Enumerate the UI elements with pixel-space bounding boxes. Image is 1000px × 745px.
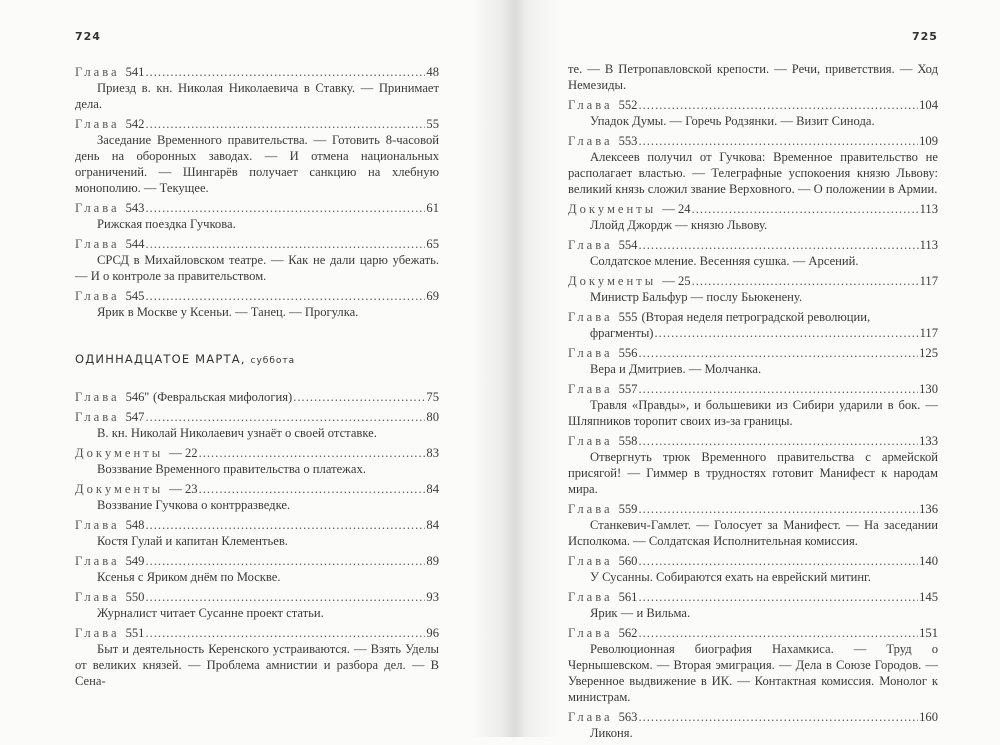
continuation-text: [568, 61, 938, 93]
entry-label: Глава: [75, 289, 120, 303]
toc-entry: [75, 409, 439, 441]
entry-page: 145: [919, 590, 938, 604]
entry-description: Станкевич-Гамлет. — Голосует за Манифест. — На заседании Исполкома. — Солдатская Исполнительная комиссия.: [568, 518, 938, 548]
entry-label: Глава: [75, 518, 120, 532]
entry-label: Документы: [568, 202, 657, 216]
leader-dots: [638, 433, 918, 449]
entry-label: Глава: [75, 237, 120, 251]
entry-description: Воззвание Гучкова о контрразведке.: [97, 498, 291, 512]
entry-description: Травля «Правды», и большевики из Сибири ударили в бок. — Шляпников торопит своих из-за границы.: [568, 398, 938, 428]
toc-entry: [568, 201, 938, 233]
entry-number: 542: [125, 117, 145, 131]
entry-label: Глава: [568, 382, 613, 396]
entry-page: 48: [426, 65, 439, 79]
entry-label: Глава: [568, 590, 613, 604]
entry-label: Глава: [75, 590, 120, 604]
entry-page: 125: [919, 346, 938, 360]
entry-page: 75: [426, 390, 439, 404]
entry-number: 561: [618, 590, 638, 604]
entry-description: Ллойд Джордж — князю Львову.: [590, 218, 768, 232]
entry-description: Солдатское мление. Весенняя сушка. — Арсений.: [590, 254, 859, 268]
toc-list-top: [75, 64, 439, 324]
entry-description: Министр Бальфур — послу Бьюкенену.: [590, 290, 803, 304]
entry-number: — 25: [662, 274, 691, 288]
entry-page: 113: [919, 202, 938, 216]
leader-dots: [692, 273, 919, 289]
entry-description: Ярик в Москве у Ксеньи. — Танец. — Прогулка.: [97, 305, 359, 319]
entry-subtitle: (Вторая неделя петроградской революции,: [641, 310, 871, 324]
entry-number: 551: [125, 626, 145, 640]
entry-number: 559: [618, 502, 638, 516]
entry-page: 65: [426, 237, 439, 251]
toc-entry: [75, 200, 439, 232]
entry-label: Глава: [568, 346, 613, 360]
leader-dots: [638, 501, 918, 517]
entry-page: 61: [426, 201, 439, 215]
entry-number: — 24: [662, 202, 691, 216]
leader-dots: [199, 481, 426, 497]
entry-number: 560: [618, 554, 638, 568]
section-heading: [75, 352, 295, 366]
entry-label: Документы: [568, 274, 657, 288]
entry-label: Глава: [75, 410, 120, 424]
toc-entry: [568, 625, 938, 705]
leader-dots: [145, 517, 425, 533]
entry-label: Глава: [75, 554, 120, 568]
leader-dots: [638, 381, 918, 397]
entry-number: 548: [125, 518, 145, 532]
entry-number: 555: [618, 310, 638, 324]
entry-description: Вера и Дмитриев. — Молчанка.: [590, 362, 762, 376]
toc-entry: [568, 433, 938, 497]
entry-label: Глава: [568, 134, 613, 148]
entry-label: Глава: [568, 238, 613, 252]
leader-dots: [145, 589, 425, 605]
entry-page: 117: [919, 326, 938, 340]
entry-label: Глава: [568, 502, 613, 516]
entry-label: Глава: [568, 434, 613, 448]
entry-page: 130: [919, 382, 938, 396]
entry-description: Рижская поездка Гучкова.: [97, 217, 236, 231]
entry-label: Глава: [568, 554, 613, 568]
entry-number: 553: [618, 134, 638, 148]
toc-entry: [75, 625, 439, 689]
entry-page: 84: [426, 482, 439, 496]
entry-page: 55: [426, 117, 439, 131]
entry-number: 544: [125, 237, 145, 251]
continuation-description: те. — В Петропавловской крепости. — Речи, приветствия. — Ход Немезиды.: [568, 62, 938, 92]
page-number: 724: [75, 30, 101, 43]
entry-description: Ярик — и Вильма.: [590, 606, 691, 620]
toc-entry: [75, 64, 439, 112]
leader-dots: [199, 445, 426, 461]
leader-dots: [692, 201, 919, 217]
leader-dots: [638, 97, 918, 113]
entry-description: Воззвание Временного правительства о платежах.: [97, 462, 366, 476]
toc-entry: [75, 389, 439, 405]
toc-entry: [568, 381, 938, 429]
entry-number: 552: [618, 98, 638, 112]
toc-entry: [568, 553, 938, 585]
entry-description: Отвергнуть трюк Временного правительства с армейской присягой! — Гиммер в трудностях готовит Манифест к народам мира.: [568, 450, 938, 496]
entry-label: Глава: [75, 117, 120, 131]
toc-list: [568, 61, 938, 745]
entry-page: 89: [426, 554, 439, 568]
entry-page: 93: [426, 590, 439, 604]
toc-entry: [568, 133, 938, 197]
toc-entry: [75, 236, 439, 284]
entry-label: Глава: [75, 626, 120, 640]
toc-entry: [75, 445, 439, 477]
leader-dots: [638, 553, 918, 569]
leader-dots: [638, 345, 918, 361]
toc-entry: [568, 501, 938, 549]
entry-label: Глава: [75, 201, 120, 215]
toc-entry: [75, 589, 439, 621]
entry-page: 113: [919, 238, 938, 252]
toc-list-bottom: [75, 389, 439, 693]
entry-label: Глава: [568, 710, 613, 724]
entry-number: 550: [125, 590, 145, 604]
toc-entry: [568, 97, 938, 129]
entry-number: 546'': [125, 390, 150, 404]
page-number: 725: [912, 30, 938, 43]
leader-dots: [638, 237, 918, 253]
toc-entry: [568, 237, 938, 269]
entry-label: Глава: [568, 626, 613, 640]
entry-description: СРСД в Михайловском театре. — Как не дали царю убежать. — И о контроле за правительством.: [75, 253, 439, 283]
leader-dots: [655, 325, 919, 341]
leader-dots: [145, 625, 425, 641]
entry-page: 84: [426, 518, 439, 532]
entry-page: 69: [426, 289, 439, 303]
entry-page: 136: [919, 502, 938, 516]
entry-description: Алексеев получил от Гучкова: Временное правительство не располагает властью. — Телеграфные успокоения князю Львову: великий князь сложил звание Верховного. — О положении в Армии.: [568, 150, 938, 196]
entry-number: 541: [125, 65, 145, 79]
toc-entry: [75, 481, 439, 513]
leader-dots: [145, 409, 425, 425]
entry-number: 558: [618, 434, 638, 448]
entry-page: 109: [919, 134, 938, 148]
toc-entry: [75, 553, 439, 585]
leader-dots: [638, 625, 918, 641]
entry-description: Революционная биография Нахамкиса. — Труд о Чернышевском. — Вторая эмиграция. — Дела в Союзе Городов. — Уверенное выдвижение в ИК. — Контактная комиссия. Монолог к министрам.: [568, 642, 938, 704]
leader-dots: [638, 589, 918, 605]
entry-number: — 22: [169, 446, 198, 460]
leader-dots: [145, 553, 425, 569]
entry-subtitle: (Февральская мифология): [153, 390, 293, 404]
entry-number: 556: [618, 346, 638, 360]
entry-number: 547: [125, 410, 145, 424]
entry-description: Заседание Временного правительства. — Готовить 8-часовой день на оборонных заводах. — И отмена национальных ограничений. — Шингарёв получает санкцию на хлебную монополию. — Текущее.: [75, 133, 439, 195]
entry-page: 160: [919, 710, 938, 724]
entry-page: 140: [919, 554, 938, 568]
leader-dots: [145, 200, 425, 216]
entry-number: — 23: [169, 482, 198, 496]
toc-entry: [75, 288, 439, 320]
entry-number: 562: [618, 626, 638, 640]
entry-label: Глава: [568, 310, 613, 324]
entry-subtitle-cont: фрагменты): [590, 326, 654, 340]
entry-description: В. кн. Николай Николаевич узнаёт о своей отставке.: [97, 426, 377, 440]
entry-description: У Сусанны. Собираются ехать на еврейский митинг.: [590, 570, 871, 584]
section-heading-title: ОДИННАДЦАТОЕ МАРТА,: [75, 352, 246, 366]
entry-page: 96: [426, 626, 439, 640]
entry-page: 104: [919, 98, 938, 112]
toc-entry: [568, 273, 938, 305]
entry-description: Упадок Думы. — Горечь Родзянки. — Визит Синода.: [590, 114, 875, 128]
entry-number: 554: [618, 238, 638, 252]
leader-dots: [145, 64, 425, 80]
book-gutter-shadow: [470, 0, 560, 737]
entry-label: Глава: [75, 390, 120, 404]
entry-description: Ксенья с Яриком днём по Москве.: [97, 570, 281, 584]
entry-number: 557: [618, 382, 638, 396]
entry-page: 80: [426, 410, 439, 424]
entry-number: 543: [125, 201, 145, 215]
leader-dots: [145, 116, 425, 132]
entry-label: Глава: [568, 98, 613, 112]
entry-description: Ликоня.: [590, 726, 633, 740]
entry-page: 117: [919, 274, 938, 288]
entry-page: 83: [426, 446, 439, 460]
entry-label: Документы: [75, 446, 164, 460]
entry-description: Быт и деятельность Керенского устраиваются. — Взять Уделы от великих князей. — Проблема амнистии и разбора дел. — В Сена-: [75, 642, 439, 688]
leader-dots: [638, 133, 918, 149]
leader-dots: [293, 389, 425, 405]
leader-dots: [145, 236, 425, 252]
entry-number: 549: [125, 554, 145, 568]
leader-dots: [145, 288, 425, 304]
section-heading-day: суббота: [250, 356, 296, 366]
entry-description: Журналист читает Сусанне проект статьи.: [97, 606, 324, 620]
entry-label: Документы: [75, 482, 164, 496]
toc-entry: [75, 116, 439, 196]
toc-entry: [75, 517, 439, 549]
toc-entry: [568, 309, 938, 341]
toc-entry: [568, 709, 938, 741]
entry-page: 151: [919, 626, 938, 640]
entry-label: Глава: [75, 65, 120, 79]
toc-entry: [568, 589, 938, 621]
leader-dots: [638, 709, 918, 725]
entry-description: Костя Гулай и капитан Клементьев.: [97, 534, 288, 548]
toc-entry: [568, 345, 938, 377]
entry-number: 545: [125, 289, 145, 303]
entry-description: Приезд в. кн. Николая Николаевича в Ставку. — Принимает дела.: [75, 81, 439, 111]
entry-page: 133: [919, 434, 938, 448]
entry-number: 563: [618, 710, 638, 724]
